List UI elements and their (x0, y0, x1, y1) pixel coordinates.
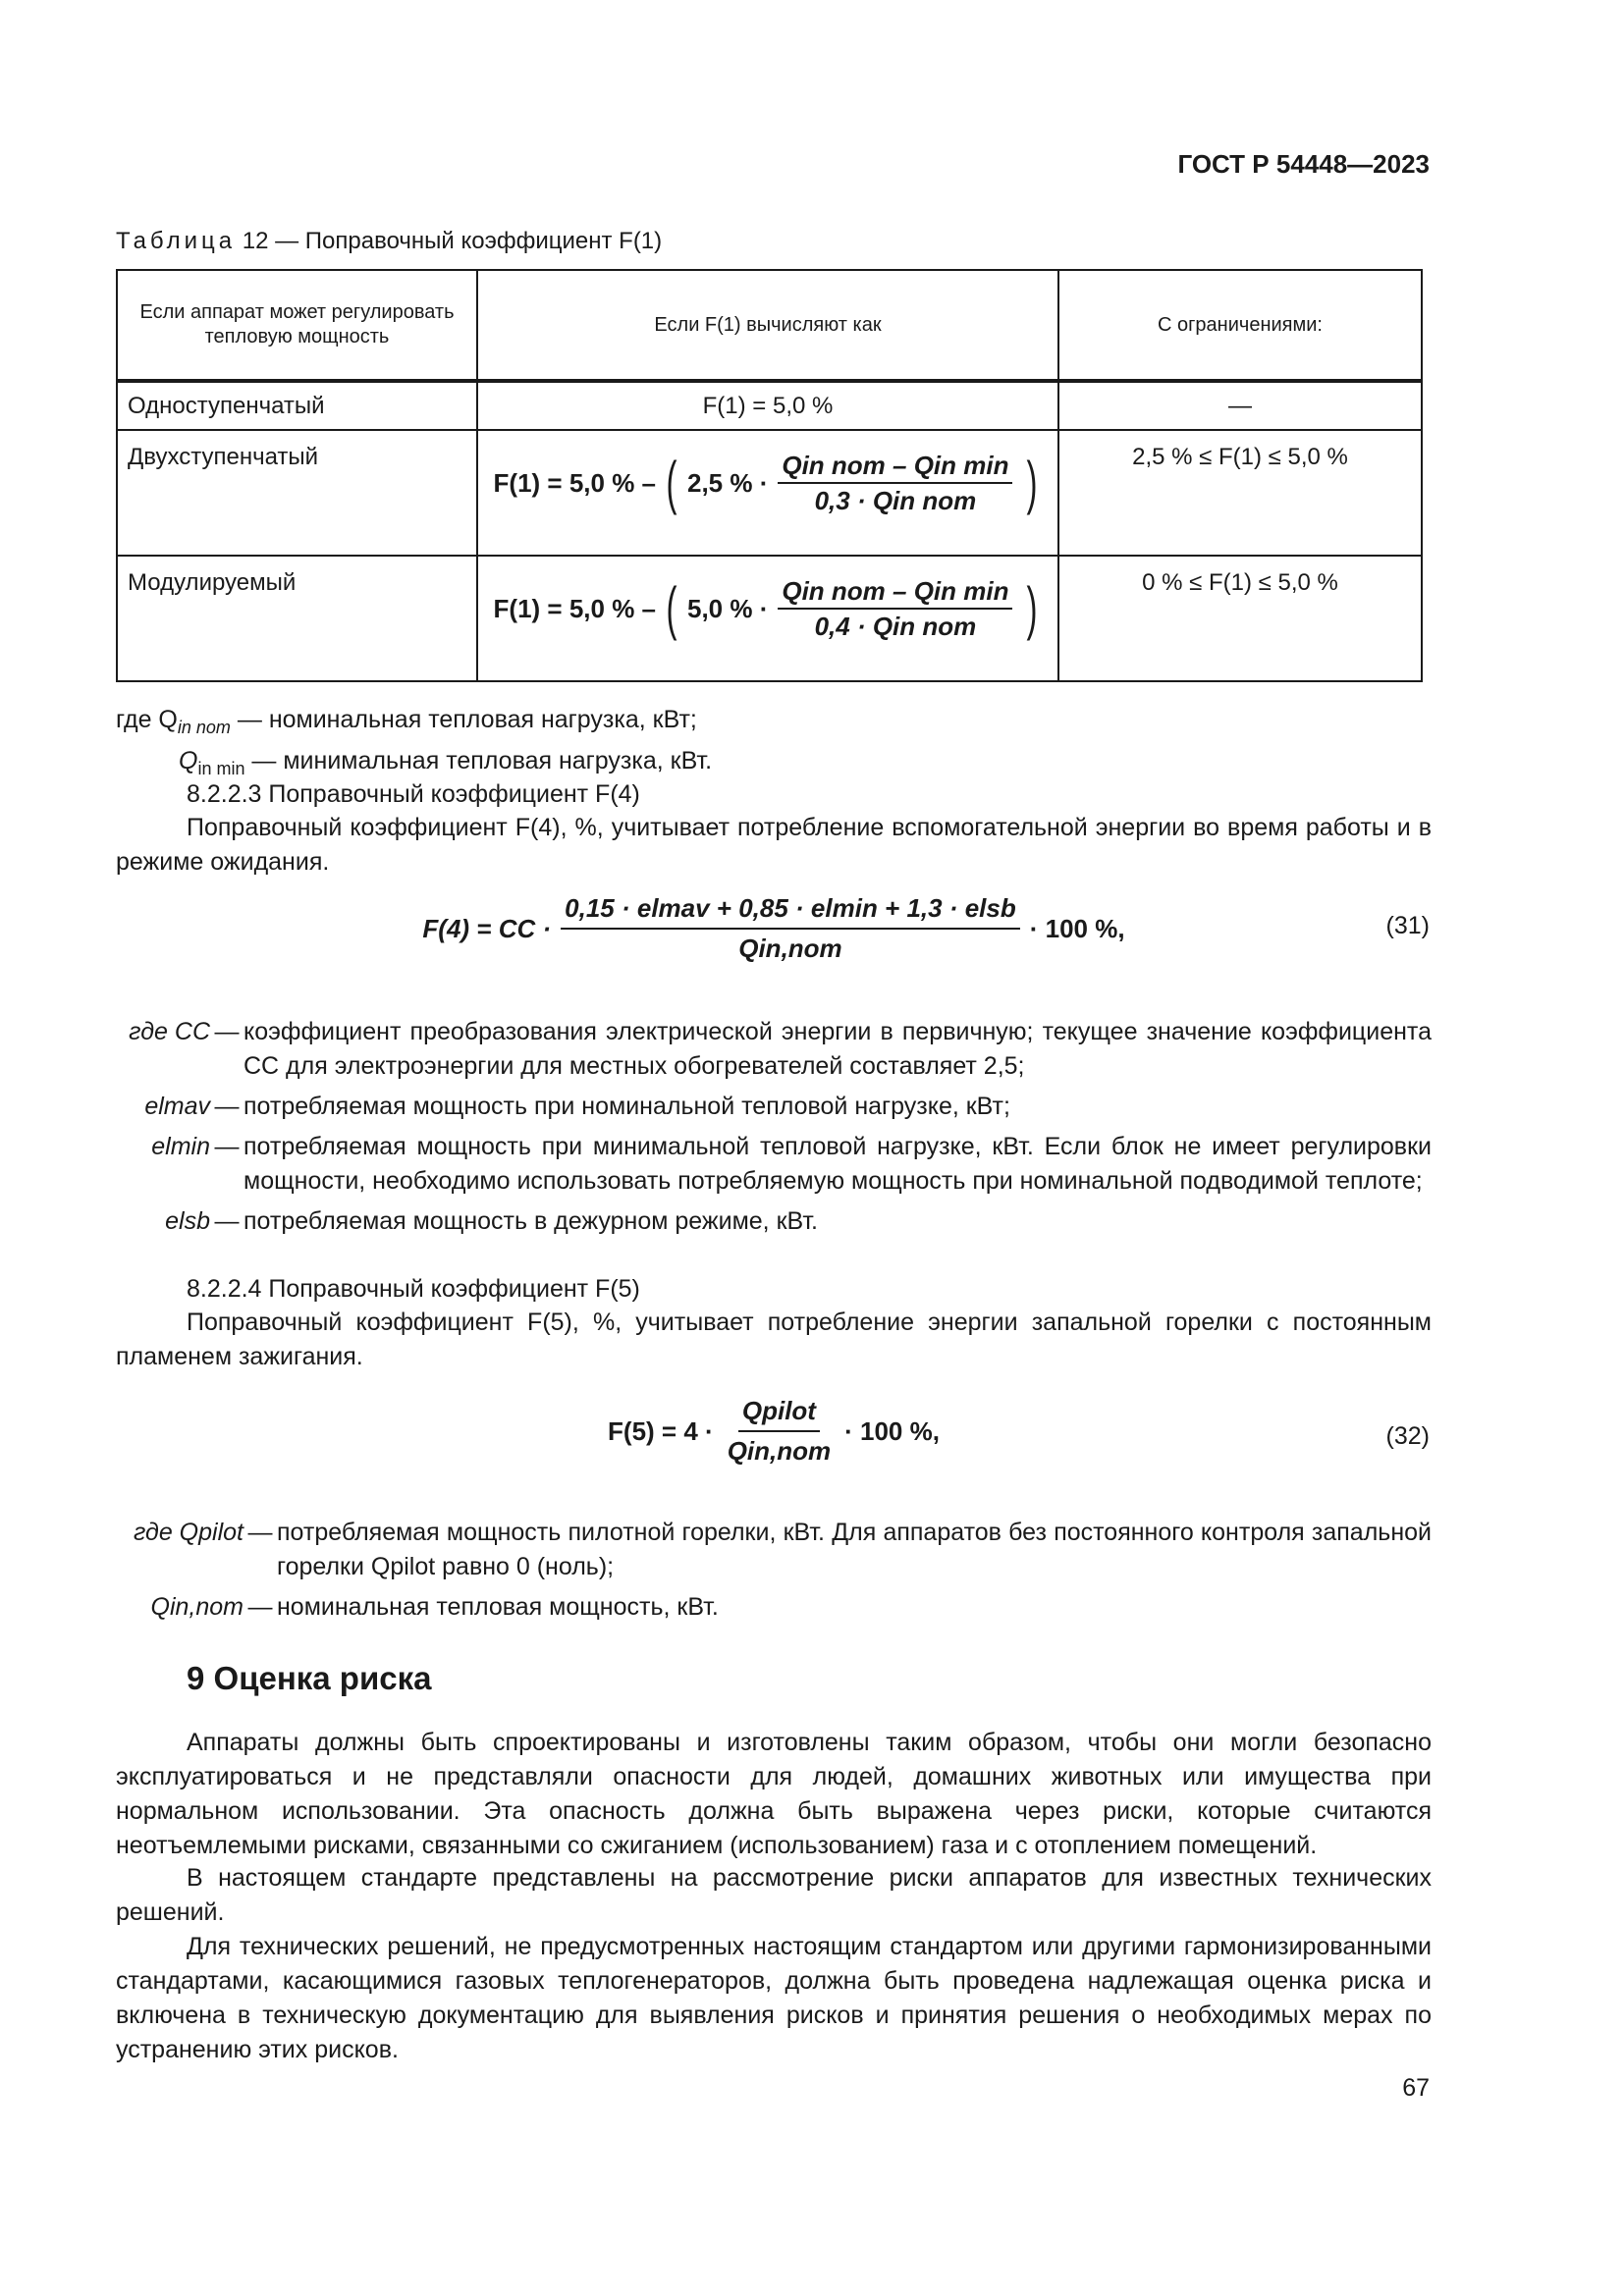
where-dash: — (247, 1593, 273, 1621)
section-9-paragraph-1: Аппараты должны быть спроектированы и изготовлены таким образом, чтобы они могли безопасно эксплуатироваться и не представляли опасности для людей, домашних животных или имущества при нормальном использовании. Эта опасность должна быть выражена через риски, которые считаются неотъемлемыми рисками, связанными со сжиганием (использованием) газа и с отоплением помещений. (116, 1729, 1432, 1859)
where-text: коэффициент преобразования электрической энергии в первичную; текущее значение коэффициента CC для электроэнергии для местных обогревателей составляет 2,5; (244, 1018, 1432, 1080)
formula-denominator: 0,4 · Qin nom (814, 612, 977, 641)
eq32-left: F(5) = 4 · (608, 1415, 714, 1446)
eq32-denominator: Qin,nom (727, 1436, 832, 1466)
paren-close-icon: ) (1026, 575, 1038, 641)
formula-left: F(1) = 5,0 % – (493, 594, 656, 623)
section-8-2-2-4-heading: 8.2.2.4 Поправочный коэффициент F(5) (187, 1275, 640, 1303)
formula-numerator: Qin nom – Qin min (778, 451, 1012, 484)
eq32-numerator: Qpilot (738, 1394, 820, 1432)
where-item (116, 1516, 1432, 1584)
document-header: ГОСТ Р 54448—2023 (1177, 149, 1430, 179)
formula-numerator: Qin nom – Qin min (778, 576, 1012, 610)
section-9-title: 9 Оценка риска (187, 1660, 432, 1696)
table-row (117, 556, 1422, 681)
eq32-fraction (724, 1394, 835, 1468)
where-text: — номинальная тепловая нагрузка, кВт; (237, 706, 697, 733)
table-row (117, 381, 1422, 430)
table-row (117, 430, 1422, 556)
table-header-row (117, 270, 1422, 381)
equation-31-number: (31) (1385, 912, 1430, 939)
formula-modulating (494, 576, 1043, 641)
table-cell-formula (477, 430, 1058, 556)
paren-open-icon: ( (666, 575, 677, 641)
paren-close-icon: ) (1026, 450, 1038, 515)
equation-32-number: (32) (1385, 1422, 1430, 1450)
formula-coef: 5,0 % · (686, 594, 769, 623)
where-block-2 (116, 1015, 1432, 1239)
where-qin-min (179, 744, 1494, 778)
formula-fraction (778, 451, 1012, 515)
where-qin-nom (116, 703, 1432, 737)
formula-denominator: 0,3 · Qin nom (814, 486, 977, 515)
table-cell-type: Модулируемый (117, 556, 477, 681)
where-text: — минимальная тепловая нагрузка, кВт. (251, 747, 713, 774)
section-9-paragraph-3: Для технических решений, не предусмотренных настоящим стандартом или другими гармонизированными стандартами, касающимися газовых теплогенераторов, должна быть проведена надлежащая оценка риска и включена в техническую документацию для выявления рисков и принятия решения о необходимых мерах по устранению этих рисков. (116, 1933, 1432, 2063)
section-8-2-2-3-heading: 8.2.2.3 Поправочный коэффициент F(4) (187, 780, 640, 808)
section-8-2-2-4-paragraph: Поправочный коэффициент F(5), %, учитывает потребление энергии запальной горелки с постоянным пламенем зажигания. (116, 1308, 1432, 1370)
where-term: Q (179, 747, 198, 774)
where-item (116, 1130, 1432, 1199)
eq31-denominator: Qin,nom (738, 934, 842, 963)
equation-32-body (608, 1394, 940, 1468)
equation-32 (116, 1394, 1432, 1468)
table-header-cell: Если аппарат может регулировать тепловую мощность (117, 270, 477, 381)
table-caption-title: 12 — Поправочный коэффициент F(1) (236, 228, 663, 254)
where-term: Qin,nom (150, 1593, 244, 1621)
eq31-right: · 100 %, (1029, 913, 1125, 943)
where-block-3 (116, 1516, 1432, 1625)
table-cell-calc: F(1) = 5,0 % (477, 381, 1058, 430)
where-item (116, 1204, 1432, 1239)
where-text: потребляемая мощность при минимальной тепловой нагрузке, кВт. Если блок не имеет регулировки мощности, необходимо использовать потребляемую мощность при номинальной подводимой теплоте; (244, 1133, 1432, 1195)
where-dash: — (214, 1207, 240, 1235)
formula-two-stage (494, 451, 1043, 515)
where-item (116, 1015, 1432, 1084)
where-dash: — (214, 1093, 240, 1120)
where-item (116, 1090, 1432, 1124)
page-number: 67 (1402, 2074, 1430, 2102)
formula-fraction (778, 576, 1012, 641)
equation-31 (116, 891, 1432, 966)
where-text: потребляемая мощность в дежурном режиме, кВт. (244, 1207, 818, 1235)
section-8-2-2-3-paragraph: Поправочный коэффициент F(4), %, учитывает потребление вспомогательной энергии во время работы и в режиме ожидания. (116, 814, 1432, 876)
where-term: elsb (165, 1207, 210, 1235)
where-term-sub: in nom (177, 718, 231, 737)
table-header-cell: Если F(1) вычисляют как (477, 270, 1058, 381)
table-caption-word: Таблица (116, 228, 237, 254)
where-term-sub: in min (197, 759, 245, 778)
where-dash: — (247, 1519, 273, 1546)
table-cell-type: Двухступенчатый (117, 430, 477, 556)
eq31-fraction (561, 891, 1020, 966)
where-text: потребляемая мощность пилотной горелки, кВт. Для аппаратов без постоянного контроля запальной горелки Qpilot равно 0 (ноль); (277, 1519, 1432, 1580)
where-dash: — (214, 1018, 240, 1045)
section-9-paragraph-2: В настоящем стандарте представлены на рассмотрение риски аппаратов для известных технических решений. (116, 1864, 1432, 1926)
eq31-numerator: 0,15 · elmav + 0,85 · elmin + 1,3 · elsb (561, 891, 1020, 930)
table-cell-limit: 2,5 % ≤ F(1) ≤ 5,0 % (1058, 430, 1422, 556)
where-text: номинальная тепловая мощность, кВт. (277, 1593, 719, 1621)
where-term: где Q (116, 706, 178, 733)
eq32-right: · 100 %, (844, 1415, 940, 1446)
table-cell-formula (477, 556, 1058, 681)
table-header-cell: С ограничениями: (1058, 270, 1422, 381)
paren-open-icon: ( (666, 450, 677, 515)
where-dash: — (214, 1133, 240, 1160)
where-term: где CC (129, 1018, 210, 1045)
eq31-left: F(4) = CC · (422, 913, 552, 943)
table-cell-limit: 0 % ≤ F(1) ≤ 5,0 % (1058, 556, 1422, 681)
where-term: elmav (144, 1093, 210, 1120)
where-text: потребляемая мощность при номинальной тепловой нагрузке, кВт; (244, 1093, 1010, 1120)
where-term: elmin (151, 1133, 210, 1160)
formula-left: F(1) = 5,0 % – (493, 468, 656, 498)
where-term: где Qpilot (133, 1519, 244, 1546)
correction-factor-table (116, 269, 1423, 682)
table-cell-limit: — (1058, 381, 1422, 430)
table-cell-type: Одноступенчатый (117, 381, 477, 430)
table-caption (116, 224, 662, 258)
formula-coef: 2,5 % · (686, 468, 769, 498)
where-item (116, 1590, 1432, 1625)
equation-31-body (422, 891, 1124, 966)
